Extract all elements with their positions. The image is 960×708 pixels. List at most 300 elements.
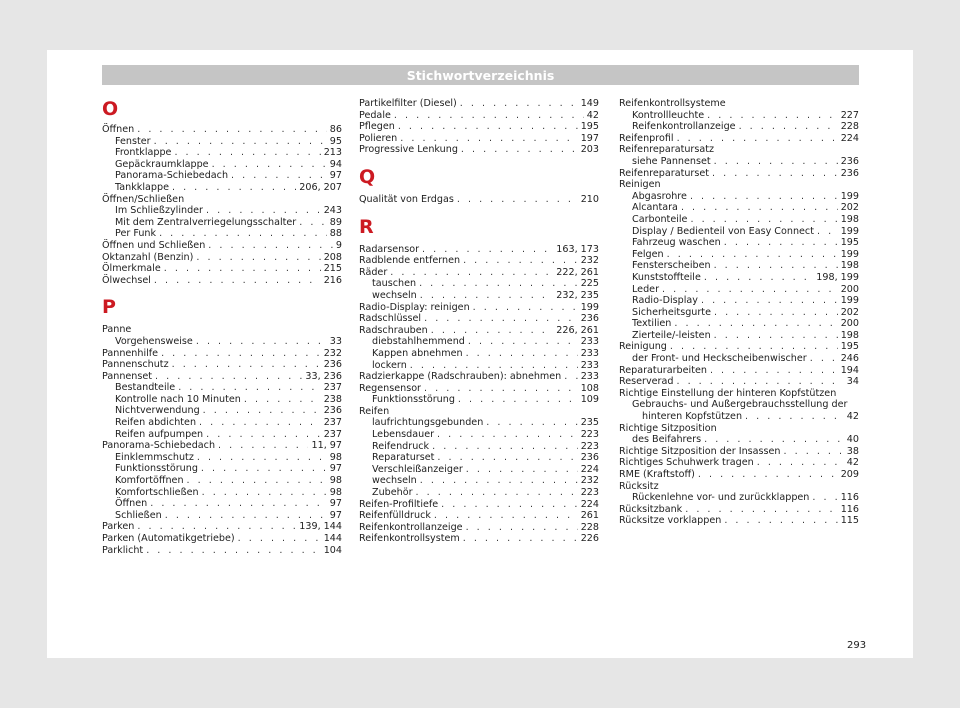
index-entry-label: Komfortschließen [115,486,199,498]
index-entry-page: 86 [329,124,342,135]
dot-leader [424,383,578,395]
index-entry-label: Felgen [632,248,664,260]
index-entry-label: Ölwechsel [102,274,151,286]
dot-leader [463,533,578,545]
dot-leader [244,394,321,406]
index-entry [102,359,342,371]
index-entry [359,302,599,314]
index-entry-page: 233 [580,336,599,348]
dot-leader [468,336,578,348]
dot-leader [437,452,577,464]
index-entry-label: Reifenkontrollanzeige [632,121,736,133]
index-entry-page: 197 [580,132,599,144]
dot-leader [208,240,333,252]
index-entry-label: Im Schließzylinder [115,205,204,217]
dot-leader [432,441,578,453]
dot-leader [817,226,838,238]
index-entry [359,522,599,534]
index-entry-page: 144 [323,533,342,544]
index-entry [619,121,859,133]
index-entry-page: 227 [840,109,859,121]
index-entry-label: Panorama-Schiebedach [102,440,216,452]
index-entry-page: 236 [840,167,859,179]
index-entry-label: Kontrolle nach 10 Minuten [115,393,241,405]
dot-leader [812,492,837,504]
dot-leader [690,214,837,226]
index-entry-page: 42 [586,109,599,121]
index-entry [102,521,342,533]
index-entry-label: Bestandteile [115,382,176,394]
index-entry [102,336,342,348]
index-entry [359,110,599,122]
index-entry-label: Reinigung [619,341,667,353]
page-number: 293 [847,640,867,651]
dot-leader [677,133,838,145]
index-entry [102,194,342,206]
index-entry-page: 232, 235 [556,289,599,301]
index-entry-label: Gepäckraumklappe [115,158,209,170]
index-entry-page: 199 [580,301,599,313]
section-letter: O [102,98,119,120]
index-entry-page: 139, 144 [299,521,342,533]
index-entry [102,394,342,406]
index-entry-page: 104 [323,544,342,556]
index-entry [359,244,599,256]
index-entry-label: Reifendruck [372,440,430,452]
index-entry-label: Reifenprofil [619,132,674,144]
index-entry-label: Textilien [632,318,672,330]
index-column-3 [619,98,859,527]
dot-leader [714,156,838,168]
index-entry [619,179,859,191]
index-entry-label: Zubehör [372,487,413,499]
dot-leader [159,228,327,240]
index-entry-label: Reparaturarbeiten [619,364,707,376]
index-entry-page: 233 [580,347,599,359]
dot-leader [155,371,302,383]
dot-leader [810,353,838,365]
index-entry-page: 198 [840,260,859,272]
index-entry-label: Radio-Display [632,295,698,307]
index-entry [102,252,342,264]
index-entry-page: 203 [580,144,599,156]
index-entry-label: Pedale [359,109,391,121]
index-entry [359,336,599,348]
index-entry-label: Öffnen [115,498,148,510]
index-entry-label: der Front- und Heckscheibenwischer [632,353,807,365]
index-entry-page: 97 [329,463,342,475]
index-entry [359,255,599,267]
index-entry [102,452,342,464]
index-entry-label: Panorama-Schiebedach [115,170,229,182]
index-entry-page: 98 [329,451,342,463]
index-entry-label: Öffnen/Schließen [102,193,185,205]
dot-leader [201,463,327,475]
dot-leader [206,429,321,441]
dot-leader [422,244,553,256]
dot-leader [218,440,308,452]
dot-leader [710,365,838,377]
section-letter: R [359,215,374,238]
index-entry-page: 225 [580,278,599,290]
index-entry [619,272,859,284]
index-entry [619,284,859,296]
index-entry [359,133,599,145]
index-entry-page: 108 [580,382,599,394]
dot-leader [187,475,327,487]
index-entry [619,399,859,411]
dot-leader [714,307,838,319]
dot-leader [466,464,578,476]
index-entry [102,182,342,194]
dot-leader [466,522,578,534]
index-entry-label: Alcantara [632,202,678,214]
index-entry-page: 194 [840,364,859,376]
index-entry-page: 149 [580,98,599,109]
index-entry [102,498,342,510]
index-entry-label: Kontrollleuchte [632,109,705,121]
index-entry [359,510,599,522]
index-entry [102,147,342,159]
dot-leader [681,202,838,214]
dot-leader [724,237,838,249]
index-entry [102,429,342,441]
index-entry [619,481,859,493]
header-title: Stichwortverzeichnis [406,67,555,83]
index-entry [619,388,859,400]
index-entry-page: 40 [846,434,859,446]
index-entry [359,429,599,441]
index-entry-page: 200 [840,318,859,330]
index-entry-label: Reifenkontrollanzeige [359,521,463,533]
dot-leader [137,124,327,136]
index-entry-label: Räder [359,266,388,278]
index-entry [619,411,859,423]
index-entry-label: Funktionsstörung [372,394,455,406]
index-entry-page: 243 [323,205,342,217]
index-entry-page: 195 [840,341,859,353]
index-entry-page: 213 [323,147,342,159]
dot-leader [431,325,554,337]
index-entry-label: RME (Kraftstoff) [619,469,695,480]
dot-leader [161,348,321,360]
index-entry-label: Pannenhilfe [102,347,159,359]
index-entry-page: 199 [840,295,859,307]
index-entry-page: 235 [580,417,599,429]
index-entry [359,533,599,545]
index-entry [359,267,599,279]
index-entry-page: 198 [840,329,859,341]
index-entry [619,295,859,307]
index-entry-label: Richtige Einstellung der hinteren Kopfstützen [619,387,837,399]
dot-leader [154,136,327,148]
index-entry [359,325,599,337]
index-entry [102,545,342,557]
index-entry-label: Abgasrohre [632,190,687,202]
index-entry-label: Reserverad [619,376,674,388]
index-entry [619,191,859,203]
index-entry [619,330,859,342]
index-entry [359,417,599,429]
index-entry-label: Vorgehensweise [115,335,193,347]
dot-leader [390,267,553,279]
index-entry [619,318,859,330]
index-entry-label: Zierteile/-leisten [632,329,711,341]
index-entry-page: 216 [323,274,342,286]
index-entry-label: diebstahlhemmend [372,336,465,348]
section-letter: Q [359,165,376,188]
dot-leader [460,98,578,110]
index-entry-label: Tankklappe [115,181,169,193]
dot-leader [701,295,838,307]
index-entry-page: 88 [329,228,342,240]
section-header [102,65,859,85]
index-entry-label: Richtige Sitzposition der Insassen [619,445,781,457]
index-entry-page: 95 [329,135,342,147]
dot-leader [461,144,578,156]
index-entry-label: Kunststoffteile [632,271,701,283]
dot-leader [712,168,838,180]
dot-leader [199,417,321,429]
dot-leader [714,260,838,272]
index-entry [359,290,599,302]
index-column-1 [102,98,342,556]
dot-leader [745,411,844,423]
index-entry-label: Rücksitz [619,480,659,492]
index-entry-page: 89 [329,216,342,228]
dot-leader [172,182,296,194]
index-entry-page: 224 [580,463,599,475]
dot-leader [178,382,320,394]
index-entry [359,144,599,156]
index-entry [619,249,859,261]
index-entry-label: lockern [372,359,407,371]
index-entry-page: 222, 261 [556,266,599,278]
index-entry-page: 199 [840,248,859,260]
index-entry-page: 199 [840,190,859,202]
index-entry-page: 236 [323,405,342,417]
dot-leader [238,533,321,545]
index-entry-page: 215 [323,263,342,275]
index-entry-label: Regensensor [359,382,422,394]
dot-leader [698,469,838,481]
dot-leader [419,278,578,290]
index-entry-page: 206, 207 [299,181,342,193]
dot-leader [394,110,584,122]
index-entry [619,226,859,238]
index-entry-label: tauschen [372,278,417,290]
index-entry-label: laufrichtungsgebunden [372,417,484,429]
index-entry-page: 209 [840,469,859,480]
index-entry-label: Öffnen [102,124,135,135]
dot-leader [196,252,320,264]
index-entry-label: Reifen-Profiltiefe [359,498,439,510]
index-entry-page: 198, 199 [816,271,859,283]
index-entry [619,469,859,481]
index-entry-label: Carbonteile [632,213,688,225]
index-entry [102,124,342,136]
index-entry [619,376,859,388]
dot-leader [466,348,578,360]
index-entry [619,237,859,249]
document-page [47,50,913,658]
index-entry-page: 11, 97 [311,440,342,452]
dot-leader [400,133,577,145]
index-entry-label: Leder [632,283,660,295]
index-entry-page: 226, 261 [556,324,599,336]
index-entry-label: Mit dem Zentralverriegelungsschalter [115,216,297,228]
index-entry [619,133,859,145]
dot-leader [164,263,321,275]
index-entry [359,441,599,453]
index-entry-label: des Beifahrers [632,434,702,446]
index-entry-page: 163, 173 [556,243,599,255]
dot-leader [714,330,838,342]
index-entry-label: Richtiges Schuhwerk tragen [619,457,754,469]
index-entry-page: 224 [840,132,859,144]
index-entry-page: 97 [329,170,342,182]
index-entry [619,457,859,469]
dot-leader [420,475,578,487]
index-entry [619,492,859,504]
index-entry [619,446,859,458]
index-entry [102,440,342,452]
dot-leader [416,487,578,499]
dot-leader [146,545,321,557]
index-entry [102,463,342,475]
index-entry-label: Fahrzeug waschen [632,237,721,249]
index-entry [619,168,859,180]
index-entry-page: 238 [323,393,342,405]
index-entry-page: 208 [323,251,342,263]
index-entry [102,228,342,240]
dot-leader [420,290,554,302]
index-entry-label: Öffnen und Schließen [102,239,206,251]
index-entry [102,159,342,171]
dot-leader [441,499,578,511]
dot-leader [197,452,327,464]
index-entry-label: Oktanzahl (Benzin) [102,251,194,263]
index-entry-page: 94 [329,158,342,170]
dot-leader [784,446,844,458]
index-entry-label: Reinigen [619,179,661,191]
dot-leader [564,371,577,383]
dot-leader [231,170,327,182]
index-entry [102,205,342,217]
index-entry-label: Richtige Sitzposition [619,422,717,434]
index-entry [619,156,859,168]
index-entry-label: Frontklappe [115,147,172,159]
index-entry-label: siehe Pannenset [632,155,711,167]
index-entry [102,263,342,275]
index-entry [619,341,859,353]
index-entry [359,452,599,464]
index-entry [102,417,342,429]
index-entry-page: 116 [840,492,859,504]
index-entry-label: Kappen abnehmen [372,347,463,359]
index-entry-label: Gebrauchs- und Außergebrauchsstellung der [632,399,848,411]
index-entry-page: 202 [840,306,859,318]
index-entry-page: 34 [846,376,859,388]
index-entry-label: wechseln [372,475,417,487]
dot-leader [739,121,838,133]
index-entry [359,383,599,395]
dot-leader [674,318,837,330]
index-entry-page: 237 [323,428,342,440]
dot-leader [174,147,320,159]
index-entry [102,533,342,545]
index-entry-page: 232 [580,475,599,487]
index-entry [619,98,859,110]
index-entry-label: Qualität von Erdgas [359,193,454,205]
index-entry-page: 228 [840,121,859,133]
index-entry-page: 116 [840,503,859,515]
index-entry-page: 246 [840,353,859,365]
index-entry-label: Einklemmschutz [115,451,194,463]
index-entry-page: 199 [840,225,859,237]
dot-leader [398,121,578,133]
index-entry [102,382,342,394]
index-entry-label: Rücksitzbank [619,503,683,515]
index-entry [102,371,342,383]
index-entry-label: Polieren [359,132,398,144]
index-entry [359,464,599,476]
index-entry-label: Reifenkontrollsysteme [619,98,726,109]
index-entry-page: 224 [580,498,599,510]
index-entry-page: 198 [840,213,859,225]
dot-leader [457,194,578,206]
index-entry-page: 195 [580,121,599,133]
index-entry [359,406,599,418]
index-entry-page: 233 [580,359,599,371]
index-entry [359,371,599,383]
index-entry-page: 236 [580,313,599,325]
index-entry-label: Pannenset [102,370,153,382]
index-entry-label: Fensterscheiben [632,260,711,272]
dot-leader [757,457,844,469]
index-entry-label: Pannenschutz [102,359,169,371]
dot-leader [704,272,813,284]
dot-leader [202,487,327,499]
index-entry-page: 233 [580,371,599,383]
dot-leader [670,341,838,353]
index-entry-label: Radschlüssel [359,313,422,325]
index-entry-label: Reifen abdichten [115,417,197,429]
index-entry-page: 223 [580,440,599,452]
index-entry-label: Rückenlehne vor- und zurückklappen [632,492,810,504]
index-entry [619,307,859,319]
index-entry [619,353,859,365]
index-entry-label: Reifenreparatursatz [619,144,715,156]
index-entry [102,324,342,336]
index-entry-label: Ölmerkmale [102,263,161,275]
index-entry-label: Parken [102,521,135,533]
index-entry-page: 42 [846,457,859,469]
index-entry [359,394,599,406]
index-entry-label: Parken (Automatikgetriebe) [102,533,235,544]
dot-leader [704,434,844,446]
index-entry-page: 200 [840,283,859,295]
index-entry-page: 223 [580,429,599,441]
index-entry-page: 9 [335,239,342,251]
dot-leader [165,510,327,522]
index-entry-page: 109 [580,394,599,406]
index-entry [619,144,859,156]
index-entry [359,121,599,133]
index-entry-page: 223 [580,487,599,499]
index-entry [102,170,342,182]
section-letter: P [102,296,116,319]
